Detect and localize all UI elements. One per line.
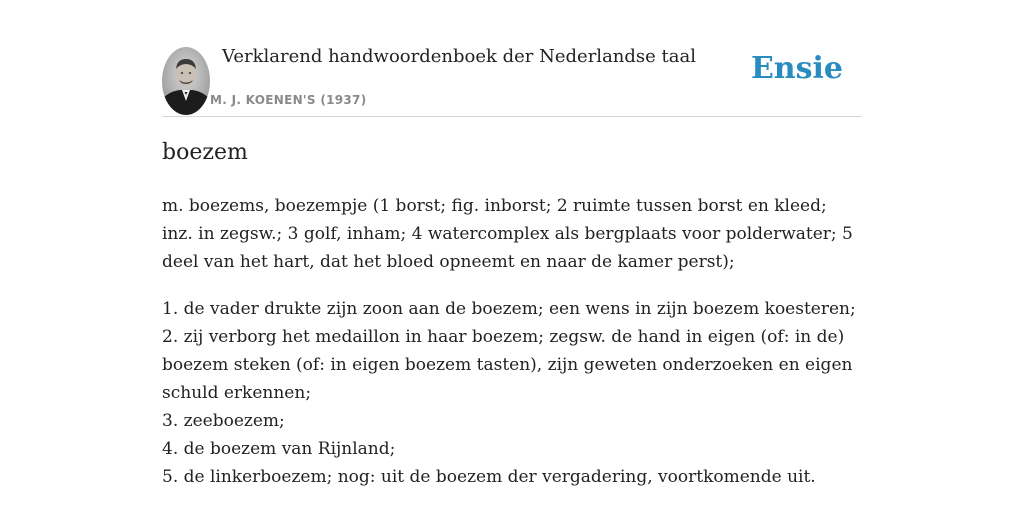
- dictionary-author: M. J. KOENEN'S (1937): [210, 93, 367, 107]
- page: [162, 0, 862, 512]
- entry-senses-list: [162, 295, 862, 491]
- sense-item: 1. de vader drukte zijn zoon aan de boezem; een wens in zijn boezem koesteren;: [162, 299, 856, 319]
- sense-item: 2. zij verborg het medaillon in haar boezem; zegsw. de hand in eigen (of: in de) boezem steken (of: in eigen boezem tasten), zijn geweten onderzoeken en eigen schuld erkennen;: [162, 327, 853, 403]
- entry-definition: m. boezems, boezempje (1 borst; fig. inborst; 2 ruimte tussen borst en kleed; inz. in zegsw.; 3 golf, inham; 4 watercomplex als bergplaats voor polderwater; 5 deel van het hart, dat het bloed opneemt en naar de kamer perst);: [162, 196, 853, 272]
- ensie-logo-link[interactable]: Ensie: [750, 51, 843, 86]
- sense-item: 5. de linkerboezem; nog: uit de boezem der vergadering, voortkomende uit.: [162, 467, 816, 487]
- author-portrait: [162, 47, 210, 115]
- dictionary-header: [162, 0, 862, 117]
- dictionary-title: Verklarend handwoordenboek der Nederlandse taal: [222, 46, 696, 67]
- sense-item: 3. zeeboezem;: [162, 411, 285, 431]
- entry-headword: boezem: [162, 140, 248, 165]
- sense-item: 4. de boezem van Rijnland;: [162, 439, 396, 459]
